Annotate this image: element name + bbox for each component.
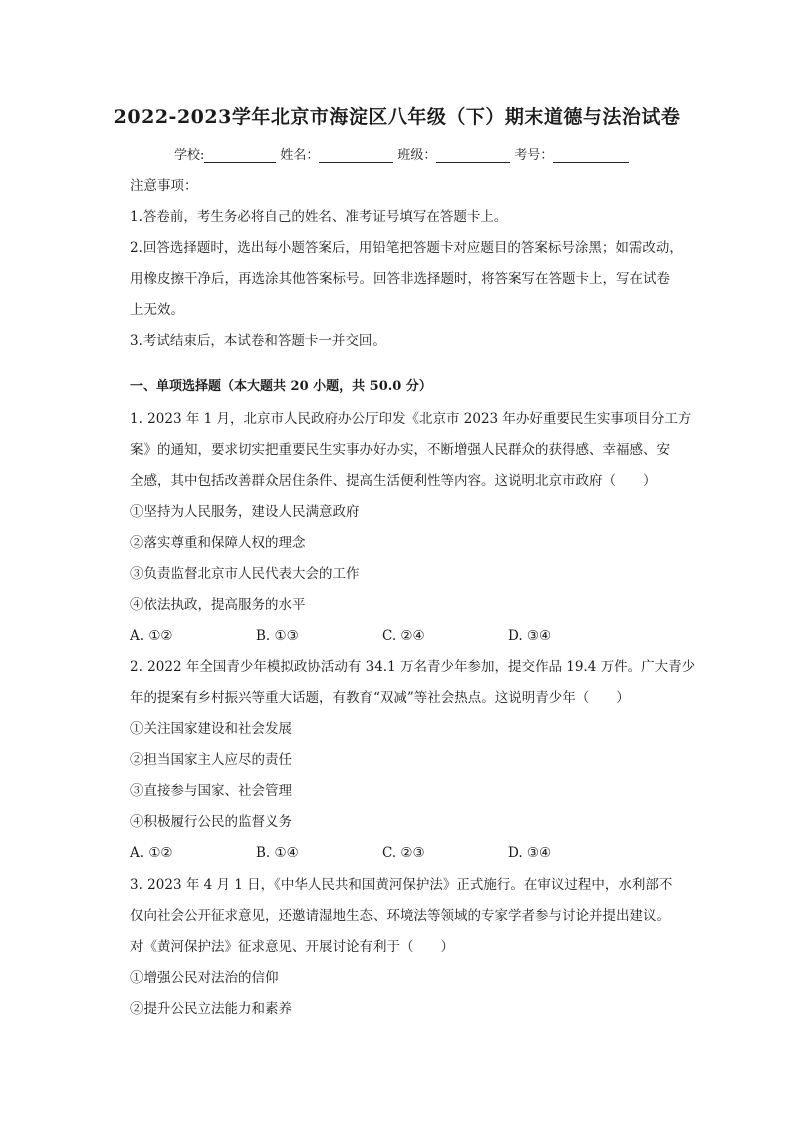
question-2-option: ①关注国家建设和社会发展: [130, 721, 292, 737]
choice-b: B. ①③: [256, 628, 299, 644]
question-1-option: ③负责监督北京市人民代表大会的工作: [130, 566, 360, 582]
choice-d: D. ③④: [508, 628, 552, 644]
question-3-stem: 3. 2023 年 4 月 1 日，《中华人民共和国黄河保护法》正式施行。在审议过程中，水利部不: [130, 877, 673, 893]
choice-c: C. ②③: [382, 845, 425, 861]
question-1-option: ②落实尊重和保障人权的理念: [130, 535, 306, 551]
class-blank: [436, 148, 510, 163]
question-3-stem: 仅向社会公开征求意见，还邀请湿地生态、环境法等领域的专家学者参与讨论并提出建议。: [130, 908, 670, 924]
choice-c: C. ②④: [382, 628, 425, 644]
name-label: 姓名：: [280, 148, 320, 163]
question-2-stem: 年的提案有乡村振兴等重大话题，有教育“双减”等社会热点。这说明青少年（ ）: [130, 690, 630, 706]
question-2-option: ②担当国家主人应尽的责任: [130, 752, 292, 768]
section-heading: 一、单项选择题（本大题共 20 小题，共 50.0 分）: [130, 379, 432, 394]
notice-line: 3.考试结束后，本试卷和答题卡一并交回。: [130, 333, 386, 349]
name-blank: [319, 148, 393, 163]
question-1-option: ①坚持为人民服务，建设人民满意政府: [130, 504, 360, 520]
choice-b: B. ①④: [256, 845, 299, 861]
question-1-stem: 全感，其中包括改善群众居住条件、提高生活便利性等内容。这说明北京市政府（ ）: [130, 473, 657, 489]
question-2-stem: 2. 2022 年全国青少年模拟政协活动有 34.1 万名青少年参加，提交作品 19.4 万件。广大青少: [130, 659, 696, 675]
notice-line: 1.答卷前，考生务必将自己的姓名、准考证号填写在答题卡上。: [130, 209, 508, 225]
class-label: 班级：: [397, 148, 437, 163]
question-3-option: ①增强公民对法治的信仰: [130, 970, 279, 986]
question-3-option: ②提升公民立法能力和素养: [130, 1001, 292, 1017]
question-1-stem: 案》的通知，要求切实把重要民生实事办好办实，不断增强人民群众的获得感、幸福感、安: [130, 442, 670, 458]
question-3-stem: 对《黄河保护法》征求意见、开展讨论有利于（ ）: [130, 939, 454, 955]
choice-a: A. ①②: [130, 628, 173, 644]
question-2-option: ④积极履行公民的监督义务: [130, 814, 292, 830]
school-blank: [204, 148, 276, 163]
notice-line: 用橡皮擦干净后，再选涂其他答案标号。回答非选择题时，将答案写在答题卡上，写在试卷: [130, 271, 670, 287]
choice-a: A. ①②: [130, 845, 173, 861]
notice-line: 2.回答选择题时，选出每小题答案后，用铅笔把答题卡对应题目的答案标号涂黑；如需改动，: [130, 240, 683, 256]
exam-number-label: 考号：: [514, 148, 554, 163]
notice-heading: 注意事项：: [130, 178, 198, 194]
exam-number-blank: [553, 148, 629, 163]
question-1-stem: 1. 2023 年 1 月，北京市人民政府办公厅印发《北京市 2023 年办好重要民生实事项目分工方: [130, 411, 692, 427]
exam-title: 2022-2023学年北京市海淀区八年级（下）期末道德与法治试卷: [113, 106, 681, 128]
question-1-option: ④依法执政，提高服务的水平: [130, 597, 306, 613]
student-info-row: [174, 144, 633, 163]
notice-line: 上无效。: [130, 302, 184, 318]
school-label: 学校:: [174, 148, 205, 163]
question-2-option: ③直接参与国家、社会管理: [130, 783, 292, 799]
choice-d: D. ③④: [508, 845, 552, 861]
